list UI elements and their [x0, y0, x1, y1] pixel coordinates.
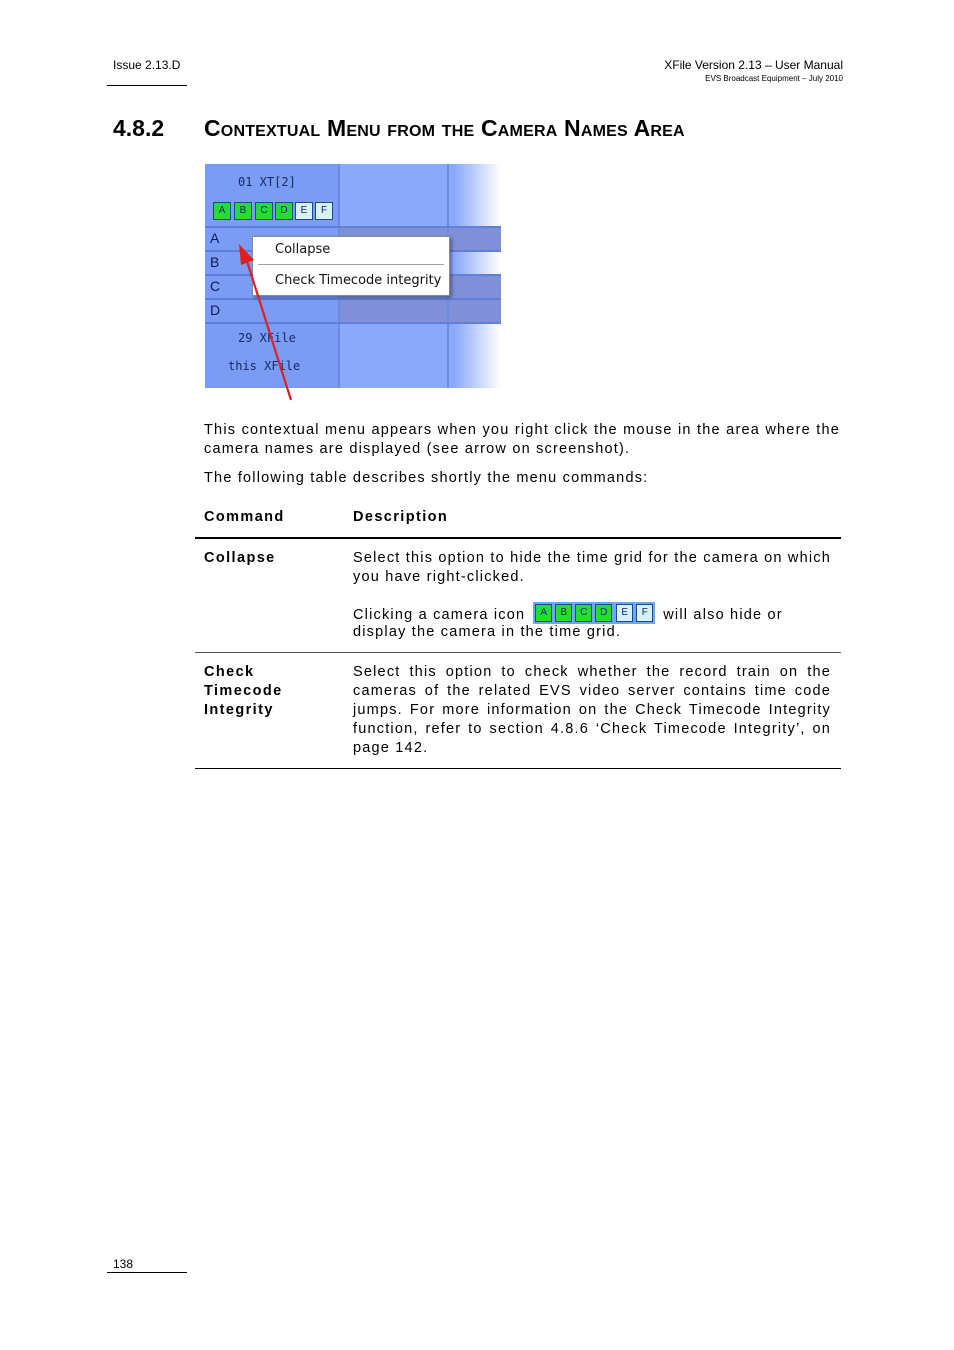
inline-camera-f: F: [636, 604, 653, 622]
camera-row-label[interactable]: B: [210, 254, 220, 270]
table-intro-paragraph: The following table describes shortly the menu commands:: [204, 470, 649, 486]
inline-camera-c: C: [575, 604, 592, 622]
column-header-description: Description: [353, 509, 449, 525]
menu-item-collapse[interactable]: Collapse: [275, 242, 331, 257]
inline-camera-d: D: [595, 604, 612, 622]
camera-button-b[interactable]: B: [234, 202, 252, 220]
description-collapse-line2: display the camera in the time grid.: [353, 624, 622, 640]
manual-title: XFile Version 2.13 – User Manual: [664, 58, 843, 72]
description-collapse: Select this option to hide the time grid for the camera on which you have right-clicked.: [353, 550, 831, 585]
camera-button-a[interactable]: A: [213, 202, 231, 220]
description-check-timecode: Select this option to check whether the record train on the cameras of the related EVS video server contains time code jumps. For more information on the Check Timecode Integrity function, refer to section 4.8.6 ‘Check Timecode Integrity’, on page 142.: [353, 664, 831, 756]
camera-row-label[interactable]: C: [210, 278, 221, 294]
xfile-label: 29 XFile: [238, 331, 296, 345]
intro-paragraph: This contextual menu appears when you right click the mouse in the area where the camera names are displayed (see arrow on screenshot).: [204, 422, 840, 457]
table-header-rule: [195, 537, 841, 539]
page-number: 138: [113, 1257, 134, 1271]
hide-display-text: will also hide or: [663, 606, 783, 623]
issue-label: Issue 2.13.D: [113, 58, 181, 72]
column-header-command: Command: [204, 509, 285, 525]
table-row-rule: [195, 652, 841, 653]
command-check-line1: Check: [204, 664, 255, 680]
inline-camera-b: B: [555, 604, 572, 622]
manual-subtitle: EVS Broadcast Equipment – July 2010: [705, 74, 843, 83]
camera-button-f[interactable]: F: [315, 202, 333, 220]
command-check-line3: Integrity: [204, 702, 274, 718]
camera-icons-inline: [533, 602, 655, 624]
grid-row-band-d: [338, 300, 501, 322]
camera-row-label[interactable]: D: [210, 302, 221, 318]
this-xfile-label: this XFile: [228, 359, 301, 373]
command-check-line2: Timecode: [204, 683, 283, 699]
section-number: 4.8.2: [113, 115, 165, 141]
camera-button-d[interactable]: D: [275, 202, 293, 220]
menu-item-check-timecode[interactable]: Check Timecode integrity: [275, 273, 442, 288]
grid-row-separator: [205, 226, 501, 228]
clicking-text: Clicking a camera icon: [353, 606, 526, 623]
table-bottom-rule: [195, 768, 841, 769]
inline-camera-a: A: [535, 604, 552, 622]
section-title: Contextual Menu from the Camera Names Area: [204, 115, 685, 141]
command-collapse: Collapse: [204, 550, 276, 566]
footer-rule: [107, 1272, 187, 1273]
camera-button-c[interactable]: C: [255, 202, 273, 220]
inline-camera-e: E: [616, 604, 633, 622]
camera-row-label[interactable]: A: [210, 230, 220, 246]
red-arrow-icon: [230, 240, 310, 410]
server-label: 01 XT[2]: [238, 175, 296, 189]
header-rule: [107, 85, 187, 86]
camera-button-e[interactable]: E: [295, 202, 313, 220]
